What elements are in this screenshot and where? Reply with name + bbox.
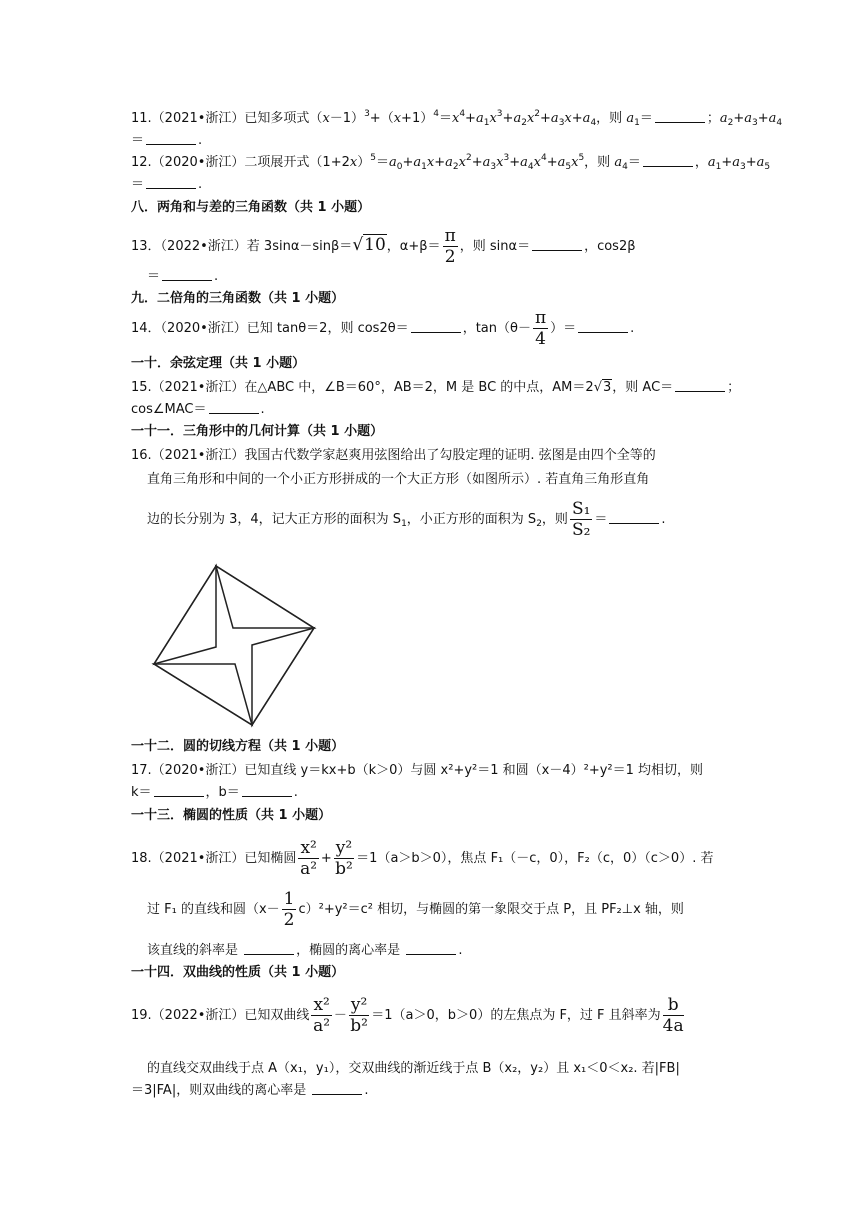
answer-blank[interactable] — [532, 238, 582, 251]
fraction: $\frac{\text{y²}}{\text{b²}}$ — [350, 995, 368, 1036]
triangle-4 — [154, 664, 252, 725]
q18-line2: 过 F₁ 的直线和圆（x－ $\frac{1}{2}$ c）²+y²＝c² 相切，与椭圆的第一象限交于点 P，且 PF₂⊥x 轴，则 — [147, 889, 684, 930]
fraction: $\frac{\pi}{2}$ — [444, 226, 456, 267]
q11-line2: ＝ . — [131, 133, 203, 148]
answer-blank[interactable] — [312, 1082, 362, 1095]
q16-line2: 直角三角形和中间的一个小正方形拼成的一个大正方形（如图所示）. 若直角三角形直角 — [147, 472, 650, 487]
q11-text: 11.（2021•浙江）已知多项式（ — [131, 111, 323, 126]
q17-line1: 17.（2020•浙江）已知直线 y＝kx+b（k＞0）与圆 x²+y²＝1 和圆（x－4）²+y²＝1 均相切，则 — [131, 763, 704, 778]
q18-line3: 该直线的斜率是 ，椭圆的离心率是 . — [147, 943, 463, 958]
q19-line3: ＝3|FA|，则双曲线的离心率是 . — [131, 1083, 369, 1098]
fraction: $\frac{\pi}{4}$ — [534, 308, 547, 349]
answer-blank[interactable] — [162, 268, 212, 281]
triangle-2 — [216, 566, 314, 628]
section-heading-14: 一十四．双曲线的性质（共 1 小题） — [131, 965, 345, 980]
q18-line1: 18.（2021•浙江）已知椭圆 $\frac{\text{x²}}{\text{a²}}$ + $\frac{\text{y²}}{\text{b²}}$ ＝1（a＞b＞0），焦点 F₁（－c，0），F₂（c，0）（c＞0）. 若 — [131, 838, 714, 879]
fraction: $\frac{1}{2}$ — [283, 889, 295, 930]
section-heading-11: 一十一．三角形中的几何计算（共 1 小题） — [131, 424, 384, 439]
triangle-1 — [154, 566, 216, 664]
section-heading-12: 一十二．圆的切线方程（共 1 小题） — [131, 739, 345, 754]
answer-blank[interactable] — [643, 154, 693, 167]
q19-line1: 19.（2022•浙江）已知双曲线 $\frac{\text{x²}}{\text{a²}}$ － $\frac{\text{y²}}{\text{b²}}$ ＝1（a＞0，b＞0）的左焦点为 F，过 F 且斜率为 $\frac{b}{4a}$ — [131, 995, 684, 1036]
answer-blank[interactable] — [406, 942, 456, 955]
section-heading-13: 一十三．椭圆的性质（共 1 小题） — [131, 808, 332, 823]
answer-blank[interactable] — [578, 320, 628, 333]
answer-blank[interactable] — [146, 132, 196, 145]
answer-blank[interactable] — [146, 176, 196, 189]
answer-blank[interactable] — [244, 942, 294, 955]
q15-line1: 15.（2021•浙江）在△ABC 中，∠B＝60°，AB＝2，M 是 BC 的中点，AM＝2√3，则 AC＝ ； — [131, 380, 741, 395]
q12-line2: ＝ . — [131, 177, 203, 192]
fraction: $\frac{\text{y²}}{\text{b²}}$ — [335, 838, 353, 879]
q15-line2: cos∠MAC＝ . — [131, 402, 265, 417]
section-heading-10: 一十．余弦定理（共 1 小题） — [131, 356, 306, 371]
section-heading-8: 八．两角和与差的三角函数（共 1 小题） — [131, 200, 371, 215]
outer-square — [154, 566, 314, 725]
q13-line1: 13．（2022•浙江）若 3sinα－sinβ＝√10，α+β＝ $\frac{\pi}{2}$ ，则 sinα＝ ，cos2β — [131, 226, 636, 267]
q12-line1: 12.（2020•浙江）二项展开式$(1+2x)^5=a_0+a_1x+a_2x^2+a_3x^3+a_4x^4+a_5x^5$，则 $a_4=$ ，$a_1+a_3+a_5$ — [131, 153, 771, 172]
answer-blank[interactable] — [209, 401, 259, 414]
q11-line1: 11.（2021•浙江）已知多项式$(x-1)^3+(x+1)^4=x^4+a_1x^3+a_2x^2+a_3x+a_4$，则 $a_1=$ ；$a_2+a_3+a_4$ — [131, 109, 783, 128]
answer-blank[interactable] — [242, 784, 292, 797]
zhao-shuang-string-diagram — [150, 562, 320, 730]
q16-line3: 边的长分别为 3，4，记大正方形的面积为 $S_1$，小正方形的面积为 $S_2$，则 $\frac{\text{S₁}}{\text{S₂}}$ ＝ . — [147, 499, 666, 540]
answer-blank[interactable] — [154, 784, 204, 797]
answer-blank[interactable] — [675, 379, 725, 392]
q16-line1: 16.（2021•浙江）我国古代数学家赵爽用弦图给出了勾股定理的证明. 弦图是由四个全等的 — [131, 448, 656, 463]
section-heading-9: 九．二倍角的三角函数（共 1 小题） — [131, 291, 345, 306]
triangle-3 — [252, 628, 314, 725]
fraction: $\frac{\text{x²}}{\text{a²}}$ — [300, 838, 318, 879]
answer-blank[interactable] — [655, 110, 705, 123]
q17-line2: k＝ ，b＝ . — [131, 785, 298, 800]
fraction: $\frac{\text{x²}}{\text{a²}}$ — [313, 995, 331, 1036]
q13-line2: ＝ . — [147, 269, 219, 284]
q14-line1: 14．（2020•浙江）已知 tanθ＝2，则 cos2θ＝ ，tan（θ－ $\frac{\pi}{4}$ ）＝ . — [131, 308, 635, 349]
answer-blank[interactable] — [411, 320, 461, 333]
fraction: $\frac{b}{4a}$ — [662, 995, 684, 1036]
answer-blank[interactable] — [609, 511, 659, 524]
q19-line2: 的直线交双曲线于点 A（x₁，y₁），交双曲线的渐近线于点 B（x₂，y₂）且 x₁＜0＜x₂. 若|FB| — [147, 1061, 680, 1076]
fraction: $\frac{\text{S₁}}{\text{S₂}}$ — [571, 499, 591, 540]
